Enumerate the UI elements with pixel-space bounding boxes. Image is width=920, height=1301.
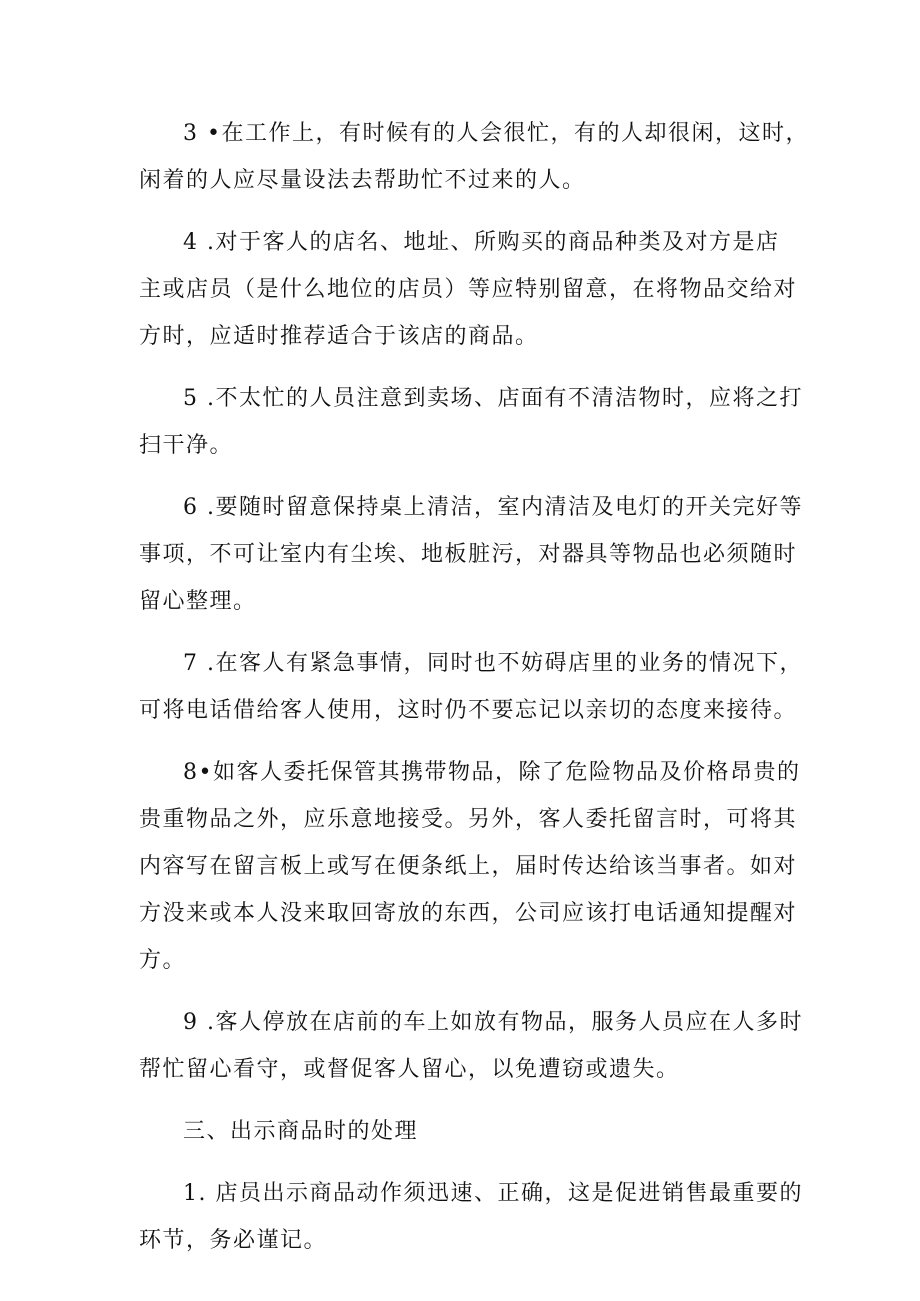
text-line: 方时，应适时推荐适合于该店的商品。 [139,324,539,349]
text-line: 可将电话借给客人使用，这时仍不要忘记以亲切的态度来接待。 [139,698,798,723]
heading-text: 三、出示商品时的处理 [183,1119,419,1144]
text-line: 1. 店员出示商品动作须迅速、正确，这是促进销售最重要的 [183,1181,803,1206]
paragraph-item-6 [139,484,803,625]
text-line: 方。 [139,948,187,973]
text-line: 事项，不可让室内有尘埃、地板脏污，对器具等物品也必须随时 [139,542,798,567]
text-line: 5 .不太忙的人员注意到卖场、店面有不清洁物时，应将之打 [183,386,803,411]
text-line: 9 .客人停放在店前的车上如放有物品，服务人员应在人多时 [183,1010,803,1035]
paragraph-item-9 [139,999,803,1093]
text-line: 帮忙留心看守，或督促客人留心，以免遭窃或遗失。 [139,1057,680,1082]
text-line: 4 .对于客人的店名、地址、所购买的商品种类及对方是店 [183,230,780,255]
text-line: 主或店员（是什么地位的店员）等应特别留意，在将物品交给对 [139,277,798,302]
text-line: 闲着的人应尽量设法去帮助忙不过来的人。 [139,168,586,193]
paragraph-section3-item-1 [139,1170,803,1264]
section-heading-3 [139,1108,800,1155]
text-line: 留心整理。 [139,589,257,614]
paragraph-item-7 [139,640,803,734]
text-line: 6 .要随时留意保持桌上清洁，室内清洁及电灯的开关完好等 [183,495,803,520]
text-line: 内容写在留言板上或写在便条纸上，届时传达给该当事者。如对 [139,854,798,879]
text-line: 贵重物品之外，应乐意地接受。另外，客人委托留言时，可将其 [139,807,798,832]
paragraph-item-8 [139,749,800,984]
text-line: 7 .在客人有紧急事情，同时也不妨碍店里的业务的情况下， [183,651,803,676]
paragraph-item-5 [139,375,803,469]
text-line: 3 •在工作上，有时候有的人会很忙，有的人却很闲，这时， [183,121,809,146]
paragraph-item-3 [139,110,809,204]
text-line: 方没来或本人没来取回寄放的东西，公司应该打电话通知提醒对 [139,901,798,926]
text-line: 8•如客人委托保管其携带物品，除了危险物品及价格昂贵的 [183,760,801,785]
paragraph-item-4 [139,219,800,360]
text-line: 环节，务必谨记。 [139,1228,328,1253]
text-line: 扫干净。 [139,433,234,458]
